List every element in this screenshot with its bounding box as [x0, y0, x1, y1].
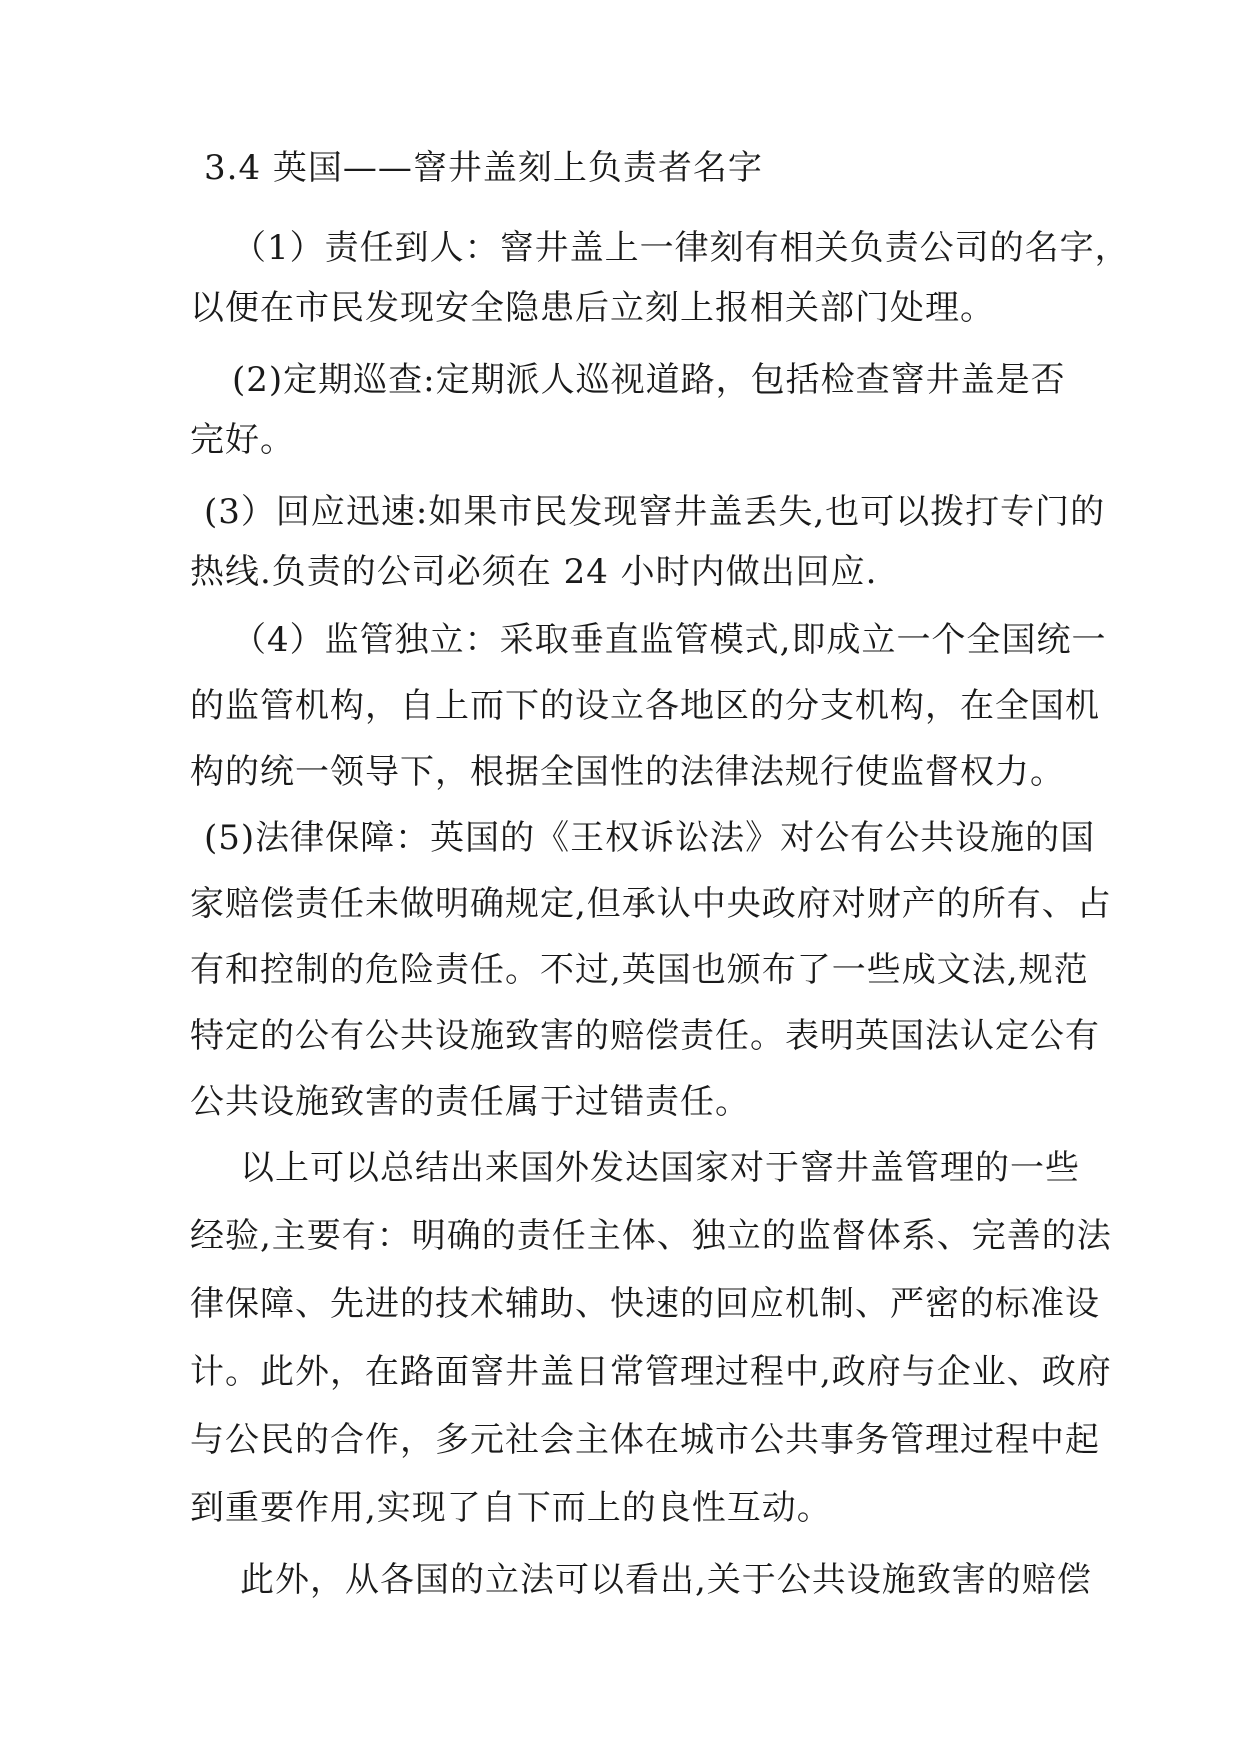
text-line: 以上可以总结出来国外发达国家对于窨井盖管理的一些: [240, 1148, 1080, 1188]
text-line: 与公民的合作，多元社会主体在城市公共事务管理过程中起: [190, 1420, 1100, 1460]
text-line: 此外，从各国的立法可以看出,关于公共设施致害的赔偿: [240, 1560, 1092, 1600]
text-line: 家赔偿责任未做明确规定,但承认中央政府对财产的所有、占: [190, 884, 1112, 924]
text-line: 热线.负责的公司必须在 24 小时内做出回应.: [190, 552, 878, 592]
text-line: (5)法律保障：英国的《王权诉讼法》对公有公共设施的国: [204, 818, 1096, 858]
text-line: （4）监管独立：采取垂直监管模式,即成立一个全国统一: [232, 620, 1107, 660]
text-line: 的监管机构，自上而下的设立各地区的分支机构，在全国机: [190, 686, 1100, 726]
text-line: 计。此外，在路面窨井盖日常管理过程中,政府与企业、政府: [190, 1352, 1112, 1392]
text-line: (3）回应迅速:如果市民发现窨井盖丢失,也可以拨打专门的: [204, 492, 1106, 532]
text-line: 完好。: [190, 420, 295, 460]
text-line: 到重要作用,实现了自下而上的良性互动。: [190, 1488, 832, 1528]
text-line: 律保障、先进的技术辅助、快速的回应机制、严密的标准设: [190, 1284, 1100, 1324]
text-line: 构的统一领导下，根据全国性的法律法规行使监督权力。: [190, 752, 1065, 792]
text-line: （1）责任到人：窨井盖上一律刻有相关负责公司的名字，: [232, 228, 1130, 268]
text-line: 以便在市民发现安全隐患后立刻上报相关部门处理。: [190, 288, 995, 328]
text-line: 经验,主要有：明确的责任主体、独立的监督体系、完善的法: [190, 1216, 1112, 1256]
section-heading: 3.4 英国——窨井盖刻上负责者名字: [204, 148, 763, 188]
text-line: 有和控制的危险责任。不过,英国也颁布了一些成文法,规范: [190, 950, 1089, 990]
text-line: 特定的公有公共设施致害的赔偿责任。表明英国法认定公有: [190, 1016, 1100, 1056]
text-line: 公共设施致害的责任属于过错责任。: [190, 1082, 750, 1122]
text-line: (2)定期巡查:定期派人巡视道路，包括检查窨井盖是否: [232, 360, 1066, 400]
